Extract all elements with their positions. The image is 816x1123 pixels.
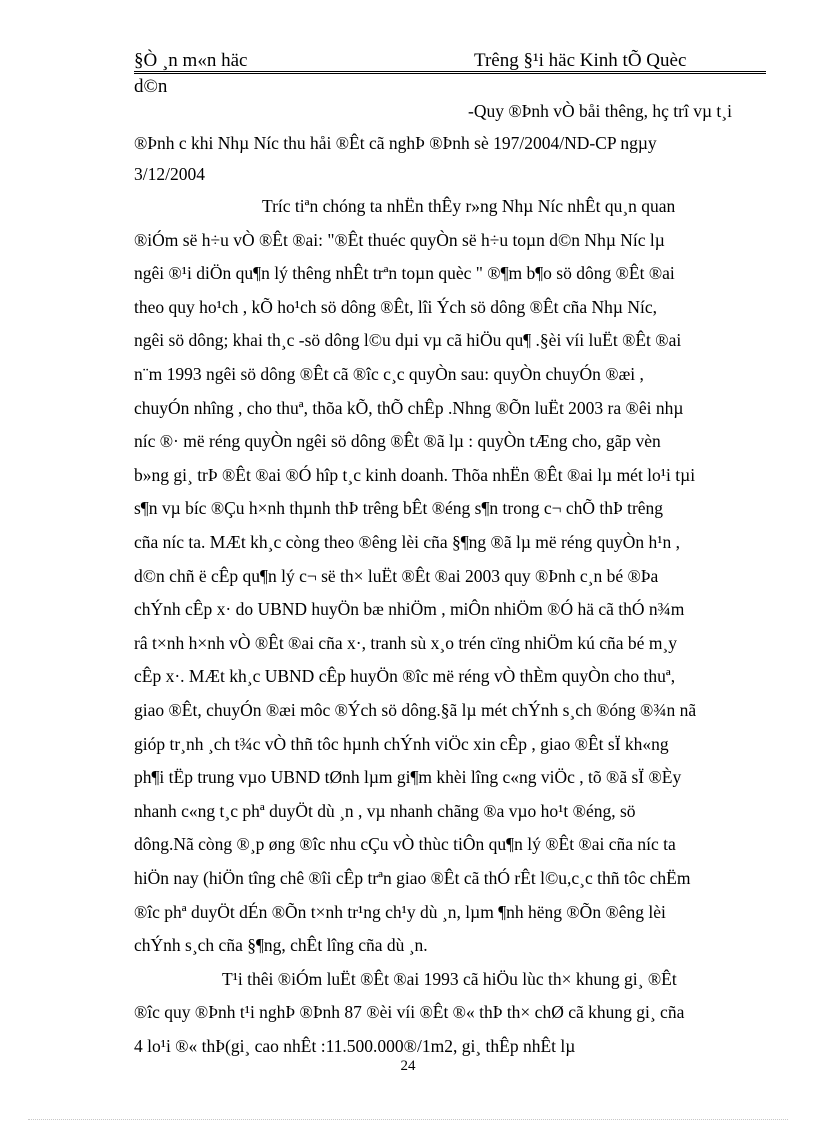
header-continuation: d©n [134, 76, 168, 97]
body-line: theo quy ho¹ch , kÕ ho¹ch sö dông ®Êt, lîi Ých sö dông ®Êt cña Nhµ Níc, [134, 297, 658, 317]
body-line: ®îc quy ®Þnh t¹i nghÞ ®Þnh 87 ®èi víi ®Êt ®« thÞ th× chØ cã khung gi¸ cña [134, 1002, 685, 1022]
header-right-text: Trêng §¹i häc Kinh tÕ Quèc [474, 50, 687, 71]
body-line: chÝnh cÊp x· do UBND huyÖn bæ nhiÖm , miÔn nhiÖm ®Ó hä cã thÓ n¾m [134, 599, 685, 619]
body-line: ®Þnh c khi Nhµ Níc thu håi ®Êt cã nghÞ ®Þnh sè 197/2004/ND-CP ngµy [134, 133, 657, 153]
body-line: b»ng gi¸ trÞ ®Êt ®ai ®Ó hîp t¸c kinh doanh. Thõa nhËn ®Êt ®ai lµ mét lo¹i tµi [134, 465, 696, 485]
body-line: ngêi sö dông; khai th¸c -sö dông l©u dµi vµ cã hiÖu qu¶ .§èi víi luËt ®Êt ®ai [134, 330, 682, 350]
body-line: râ t×nh h×nh vÒ ®Êt ®ai cña x·, tranh sù x¸o trén cïng nhiÖm kú cña bé m¸y [134, 633, 678, 653]
body-line: chÝnh s¸ch cña §¶ng, chÊt lîng cña dù ¸n. [134, 935, 428, 955]
body-line: dông.Nã còng ®¸p øng ®îc nhu cÇu vÒ thùc tiÔn qu¶n lý ®Êt ®ai cña níc ta [134, 834, 676, 854]
body-line: ®îc phª duyÖt dÉn ®Õn t×nh tr¹ng ch¹y dù ¸n, lµm ¶nh hëng ®Õn ®êng lèi [134, 902, 666, 922]
header-left-text: §Ò ¸n m«n häc [134, 50, 248, 71]
body-line: níc ®· më réng quyÒn ngêi sö dông ®Êt ®ã lµ : quyÒn tÆng cho, gãp vèn [134, 431, 661, 451]
body-line: d©n chñ ë cÊp qu¶n lý c¬ së th× luËt ®Êt ®ai 2003 quy ®Þnh c¸n bé ®Þa [134, 566, 659, 586]
body-line: -Quy ®Þnh vÒ båi thêng, hç trî vµ t¸i [468, 101, 732, 121]
body-line: giao ®Êt, chuyÓn ®æi môc ®Ých sö dông.§ã lµ mét chÝnh s¸ch ®óng ®¾n nã [134, 700, 697, 720]
body-line: Tríc tiªn chóng ta nhËn thÊy r»ng Nhµ Níc nhÊt qu¸n quan [262, 196, 676, 216]
body-line: gióp tr¸nh ¸ch t¾c vÒ thñ tôc hµnh chÝnh viÖc xin cÊp , giao ®Êt sÏ kh«ng [134, 734, 669, 754]
body-line: n¨m 1993 ngêi sö dông ®Êt cã ®îc c¸c quyÒn sau: quyÒn chuyÓn ®æi , [134, 364, 644, 384]
body-line: cÊp x·. MÆt kh¸c UBND cÊp huyÖn ®îc më réng vÒ thÈm quyÒn cho thuª, [134, 666, 676, 686]
page-number: 24 [400, 1058, 416, 1074]
body-line: ph¶i tËp trung vµo UBND tØnh lµm gi¶m khèi lîng c«ng viÖc , tõ ®ã sÏ ®Èy [134, 767, 682, 787]
body-line: ngêi ®¹i diÖn qu¶n lý thêng nhÊt trªn toµn quèc " ®¶m b¶o sö dông ®Êt ®ai [134, 263, 675, 283]
body-line: 3/12/2004 [134, 164, 205, 184]
body-line: cña níc ta. MÆt kh¸c còng theo ®êng lèi cña §¶ng ®ã lµ më réng quyÒn h¹n , [134, 532, 681, 552]
body-line: chuyÓn nhîng , cho thuª, thõa kÕ, thÕ chÊp .Nhng ®Õn luËt 2003 ra ®êi nhµ [134, 398, 684, 418]
body-line: hiÖn nay (hiÖn tîng chê ®îi cÊp trªn giao ®Êt cã thÓ rÊt l©u,c¸c thñ tôc chËm [134, 868, 691, 888]
header-divider [134, 71, 766, 74]
page-bottom-border [28, 1119, 788, 1120]
body-line: T¹i thêi ®iÓm luËt ®Êt ®ai 1993 cã hiÖu lùc th× khung gi¸ ®Êt [222, 969, 677, 989]
body-line: s¶n vµ bíc ®Çu h×nh thµnh thÞ trêng bÊt ®éng s¶n trong c¬ chÕ thÞ trêng [134, 498, 664, 518]
page-header [134, 50, 766, 72]
body-line: nhanh c«ng t¸c phª duyÖt dù ¸n , vµ nhanh chãng ®a vµo ho¹t ®éng, sö [134, 801, 636, 821]
body-line: 4 lo¹i ®« thÞ(gi¸ cao nhÊt :11.500.000®/1m2, gi¸ thÊp nhÊt lµ [134, 1036, 576, 1056]
body-line: ®iÓm së h÷u vÒ ®Êt ®ai: "®Êt thuéc quyÒn së h÷u toµn d©n Nhµ Níc lµ [134, 230, 665, 250]
